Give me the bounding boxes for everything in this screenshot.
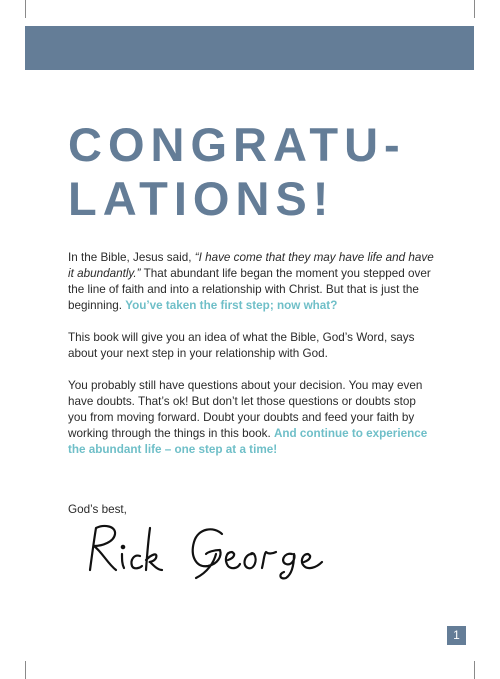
paragraph-1 [68,250,436,314]
title-line-1: CONGRATU- [68,118,406,171]
page-title [68,118,468,226]
paragraph-1-highlight: You’ve taken the first step; now what? [125,299,338,312]
header-bar [25,26,474,70]
paragraph-3-highlight: And continue to experience the abundant life – one step at a time! [68,427,428,456]
crop-mark-bottom-right [474,661,475,679]
paragraph-1-text-a: In the Bible, Jesus said, [68,251,195,264]
letter-body [68,250,436,474]
handwritten-signature [82,520,342,580]
crop-mark-top-left [25,0,26,18]
paragraph-3-text: You probably still have questions about your decision. You may even have doubts. That’s ok! But don’t let those questions or doubts stop you from moving forward. Doubt your doubts and feed your faith by working through the things in this book. [68,379,423,440]
crop-mark-bottom-left [25,661,26,679]
paragraph-1-text-b: That abundant life began the moment you stepped over the line of faith and into a relationship with Christ. But that is just the beginning. [68,267,431,312]
closing-salutation: God’s best, [68,503,127,516]
paragraph-3 [68,378,436,458]
bible-quote: “I have come that they may have life and have it abundantly.” [68,251,434,280]
page-number: 1 [447,626,466,645]
paragraph-2: This book will give you an idea of what the Bible, God’s Word, says about your next step in your relationship with God. [68,331,415,360]
title-line-2: LATIONS! [68,172,335,225]
crop-mark-top-right [474,0,475,18]
